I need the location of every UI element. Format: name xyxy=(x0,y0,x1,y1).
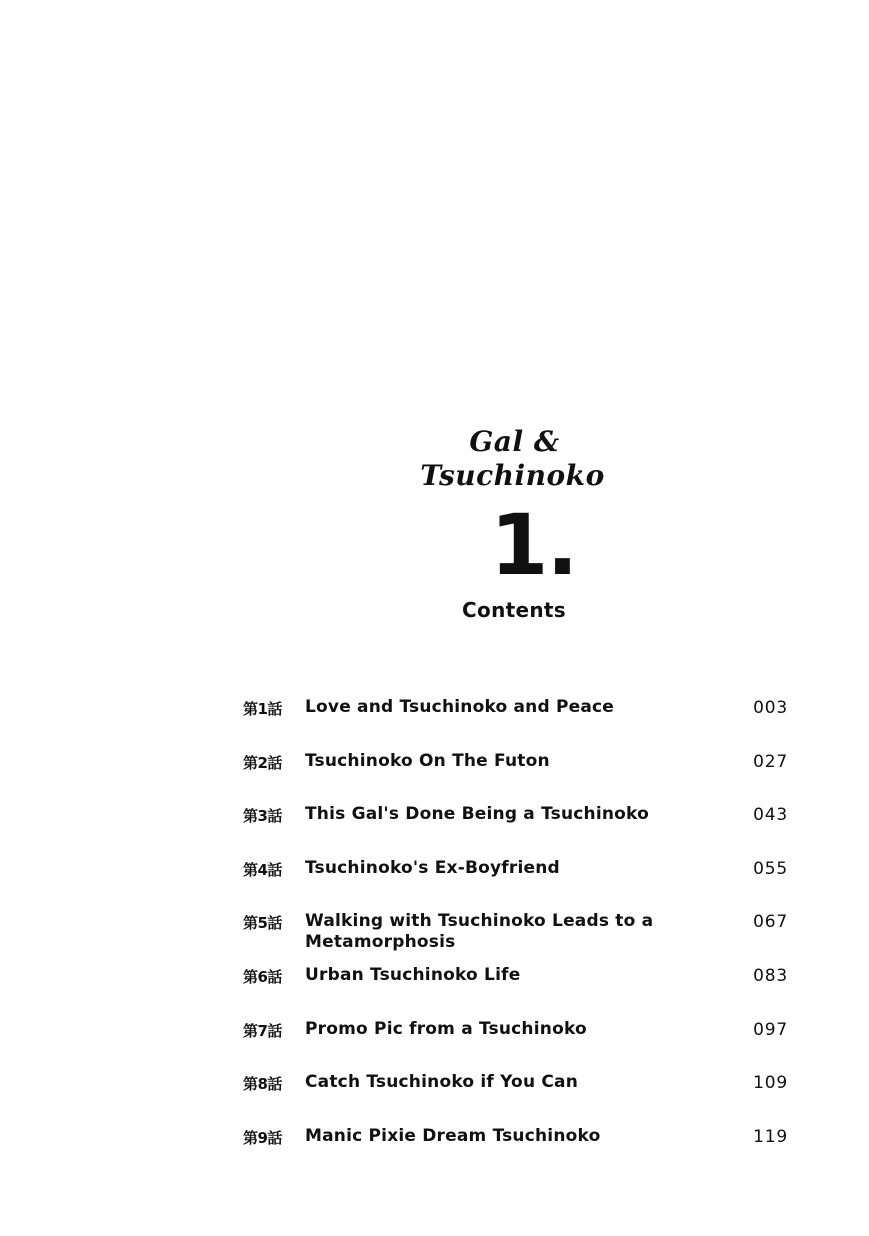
chapter-page-number: 067 xyxy=(753,912,788,933)
toc-row xyxy=(243,749,788,803)
series-title xyxy=(400,425,625,493)
volume-number: 1. xyxy=(490,496,577,594)
series-title-block xyxy=(400,425,625,493)
chapter-number: 第7話 xyxy=(243,1021,282,1040)
toc-row xyxy=(243,1124,788,1178)
chapter-number: 第3話 xyxy=(243,807,282,826)
chapter-title: Love and Tsuchinoko and Peace xyxy=(305,697,615,717)
toc-row xyxy=(243,909,788,963)
chapter-number: 第5話 xyxy=(243,914,282,933)
chapter-title: Walking with Tsuchinoko Leads to a Metamorphosis xyxy=(305,911,654,953)
table-of-contents xyxy=(243,695,788,1177)
chapter-title: Catch Tsuchinoko if You Can xyxy=(305,1072,579,1093)
chapter-page-number: 003 xyxy=(753,698,788,718)
chapter-title: Tsuchinoko's Ex-Boyfriend xyxy=(305,857,560,878)
chapter-number: 第9話 xyxy=(243,1128,282,1147)
toc-row xyxy=(243,856,788,910)
chapter-title: Urban Tsuchinoko Life xyxy=(305,964,521,985)
chapter-page-number: 043 xyxy=(753,805,788,826)
chapter-number: 第6話 xyxy=(243,967,282,986)
chapter-page-number: 055 xyxy=(753,858,788,879)
chapter-page-number: 109 xyxy=(753,1073,788,1094)
chapter-title: Tsuchinoko On The Futon xyxy=(305,750,550,771)
chapter-number: 第8話 xyxy=(243,1075,282,1094)
chapter-page-number: 097 xyxy=(753,1019,788,1040)
chapter-title: Manic Pixie Dream Tsuchinoko xyxy=(305,1125,601,1146)
contents-heading: Contents xyxy=(462,598,566,622)
chapter-title: Promo Pic from a Tsuchinoko xyxy=(305,1018,587,1039)
toc-row xyxy=(243,802,788,856)
toc-row xyxy=(243,1070,788,1124)
toc-row xyxy=(243,1017,788,1071)
series-title-line2: Tsuchinoko xyxy=(420,459,605,492)
toc-row xyxy=(243,695,788,749)
chapter-number: 第2話 xyxy=(243,753,282,772)
toc-row xyxy=(243,963,788,1017)
chapter-number: 第4話 xyxy=(243,860,282,879)
chapter-number: 第1話 xyxy=(243,700,282,718)
chapter-title: This Gal's Done Being a Tsuchinoko xyxy=(305,804,649,825)
series-title-line1: Gal & xyxy=(469,425,560,458)
chapter-page-number: 083 xyxy=(753,965,788,986)
chapter-page-number: 027 xyxy=(753,751,788,772)
chapter-page-number: 119 xyxy=(753,1126,788,1147)
